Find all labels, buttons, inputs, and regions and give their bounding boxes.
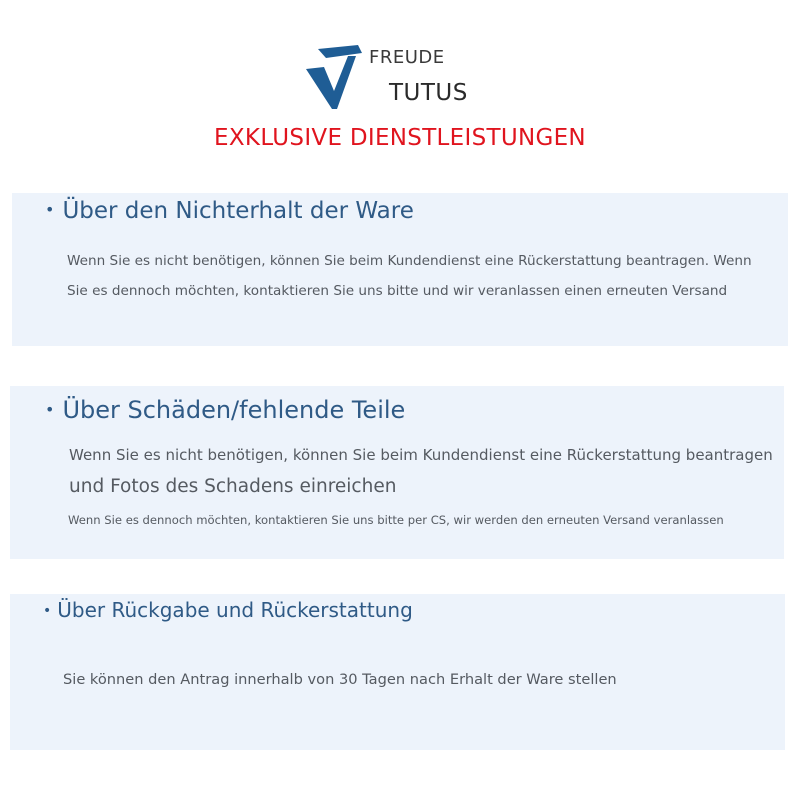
- card-text-line: Wenn Sie es dennoch möchten, kontaktieren Sie uns bitte per CS, wir werden den erneuten Versand veranlassen: [68, 513, 724, 527]
- bullet-icon: •: [43, 603, 52, 619]
- card-title: [45, 396, 405, 424]
- brand-logo-icon: [304, 43, 364, 111]
- info-card-non-receipt: [12, 193, 788, 346]
- card-title-text: Über Schäden/fehlende Teile: [62, 396, 406, 424]
- card-text-line: und Fotos des Schadens einreichen: [69, 476, 397, 497]
- brand-name-top: FREUDE: [369, 47, 445, 68]
- card-title: [43, 598, 413, 622]
- card-text-line: Wenn Sie es nicht benötigen, können Sie beim Kundendienst eine Rückerstattung beantragen: [69, 446, 773, 464]
- card-title: [45, 198, 414, 224]
- card-text-line: Sie es dennoch möchten, kontaktieren Sie uns bitte und wir veranlassen einen erneuten Versand: [67, 283, 728, 299]
- brand-name-bottom: TUTUS: [389, 80, 468, 106]
- card-title-text: Über den Nichterhalt der Ware: [62, 198, 414, 224]
- card-text-line: Wenn Sie es nicht benötigen, können Sie beim Kundendienst eine Rückerstattung beantragen. Wenn: [67, 253, 752, 269]
- bullet-icon: •: [45, 200, 55, 219]
- bullet-icon: •: [45, 400, 55, 419]
- card-title-text: Über Rückgabe und Rückerstattung: [57, 598, 413, 622]
- info-card-damage: [10, 386, 784, 559]
- card-text-line: Sie können den Antrag innerhalb von 30 Tagen nach Erhalt der Ware stellen: [63, 671, 617, 688]
- headline: EXKLUSIVE DIENSTLEISTUNGEN: [214, 125, 586, 151]
- info-card-returns: [10, 594, 785, 750]
